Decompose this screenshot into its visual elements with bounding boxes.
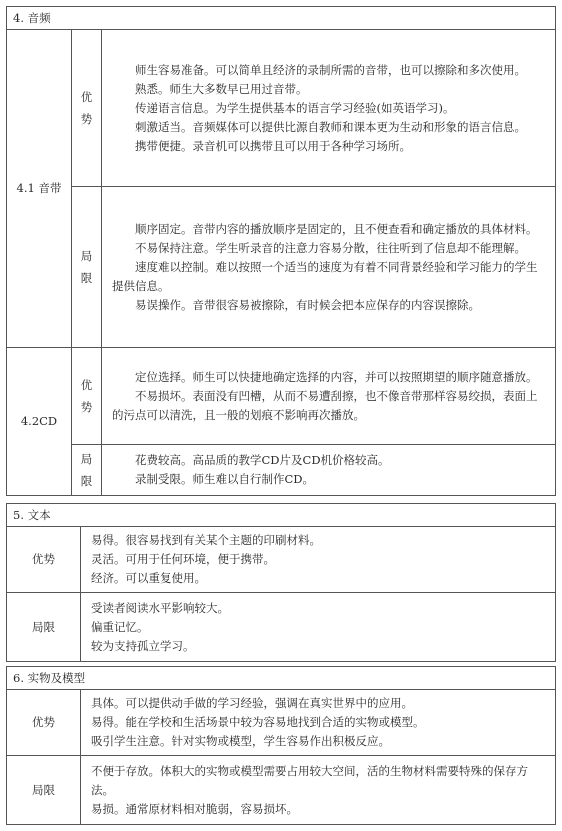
list-item: 易得。能在学校和生活场景中较为容易地找到合适的实物或模型。 [91, 715, 425, 729]
text-advantages [81, 527, 556, 593]
list-item: 易误操作。音带很容易被擦除，有时候会把本应保存的内容误擦除。 [135, 297, 480, 312]
tape-limitations [102, 187, 556, 348]
advantage-label: 优势 [7, 527, 81, 593]
limitation-label: 局 限 [72, 445, 102, 496]
list-item: 不便于存放。体积大的实物或模型需要占用较大空间，活的生物材料需要特殊的保存方法。 [91, 763, 528, 797]
list-item: 受读者阅读水平影响较大。 [91, 600, 229, 615]
limitation-label: 局 限 [72, 187, 102, 348]
advantage-label: 优势 [7, 690, 81, 756]
text-table [6, 503, 556, 662]
section-title: 6. 实物及模型 [7, 667, 556, 690]
subsection-label-cd: 4.2CD [7, 348, 72, 496]
list-item: 较为支持孤立学习。 [91, 638, 195, 653]
section-title: 5. 文本 [7, 504, 556, 527]
list-item: 携带便捷。录音机可以携带且可以用于各种学习场所。 [135, 138, 411, 153]
list-item: 师生容易准备。可以简单且经济的录制所需的音带，也可以擦除和多次使用。 [135, 62, 526, 77]
list-item: 具体。可以提供动手做的学习经验，强调在真实世界中的应用。 [91, 696, 413, 710]
audio-table [6, 6, 556, 496]
list-item: 偏重记忆。 [91, 619, 149, 634]
section-title: 4. 音频 [7, 7, 556, 30]
list-item: 不易保持注意。学生听录音的注意力容易分散，往往听到了信息却不能理解。 [135, 240, 526, 255]
advantage-label: 优 势 [72, 30, 102, 187]
limitation-label: 局限 [7, 593, 81, 662]
objects-advantages [81, 690, 556, 756]
list-item: 刺激适当。音频媒体可以提供比源自教师和课本更为生动和形象的语言信息。 [135, 119, 526, 134]
list-item: 经济。可以重复使用。 [91, 571, 206, 585]
cd-advantages [102, 348, 556, 445]
list-item: 顺序固定。音带内容的播放顺序是固定的，且不便查看和确定播放的具体材料。 [135, 221, 538, 236]
list-item: 录制受限。师生难以自行制作CD。 [135, 472, 315, 486]
tape-advantages [102, 30, 556, 187]
objects-limitations [81, 756, 556, 825]
list-item: 传递语言信息。为学生提供基本的语言学习经验(如英语学习)。 [135, 100, 455, 115]
list-item: 定位选择。师生可以快捷地确定选择的内容，并可以按照期望的顺序随意播放。 [135, 369, 538, 384]
advantage-label: 优 势 [72, 348, 102, 445]
list-item: 灵活。可用于任何环境，便于携带。 [91, 552, 275, 566]
list-item: 不易损坏。表面没有凹槽，从而不易遭刮擦，也不像音带那样容易绞损，表面上的污点可以清洗，且一般的划痕不影响再次播放。 [112, 388, 538, 422]
subsection-label-tape: 4.1 音带 [7, 30, 72, 348]
text-limitations [81, 593, 556, 662]
list-item: 花费较高。高品质的教学CD片及CD机价格较高。 [135, 453, 390, 467]
list-item: 易得。很容易找到有关某个主题的印刷材料。 [91, 533, 321, 547]
cd-limitations [102, 445, 556, 496]
list-item: 速度难以控制。难以按照一个适当的速度为有着不同背景经验和学习能力的学生提供信息。 [112, 259, 538, 293]
objects-models-table [6, 666, 556, 825]
list-item: 吸引学生注意。针对实物或模型，学生容易作出积极反应。 [91, 734, 390, 748]
list-item: 熟悉。师生大多数早已用过音带。 [135, 81, 308, 96]
limitation-label: 局限 [7, 756, 81, 825]
list-item: 易损。通常原材料相对脆弱，容易损坏。 [91, 801, 298, 816]
